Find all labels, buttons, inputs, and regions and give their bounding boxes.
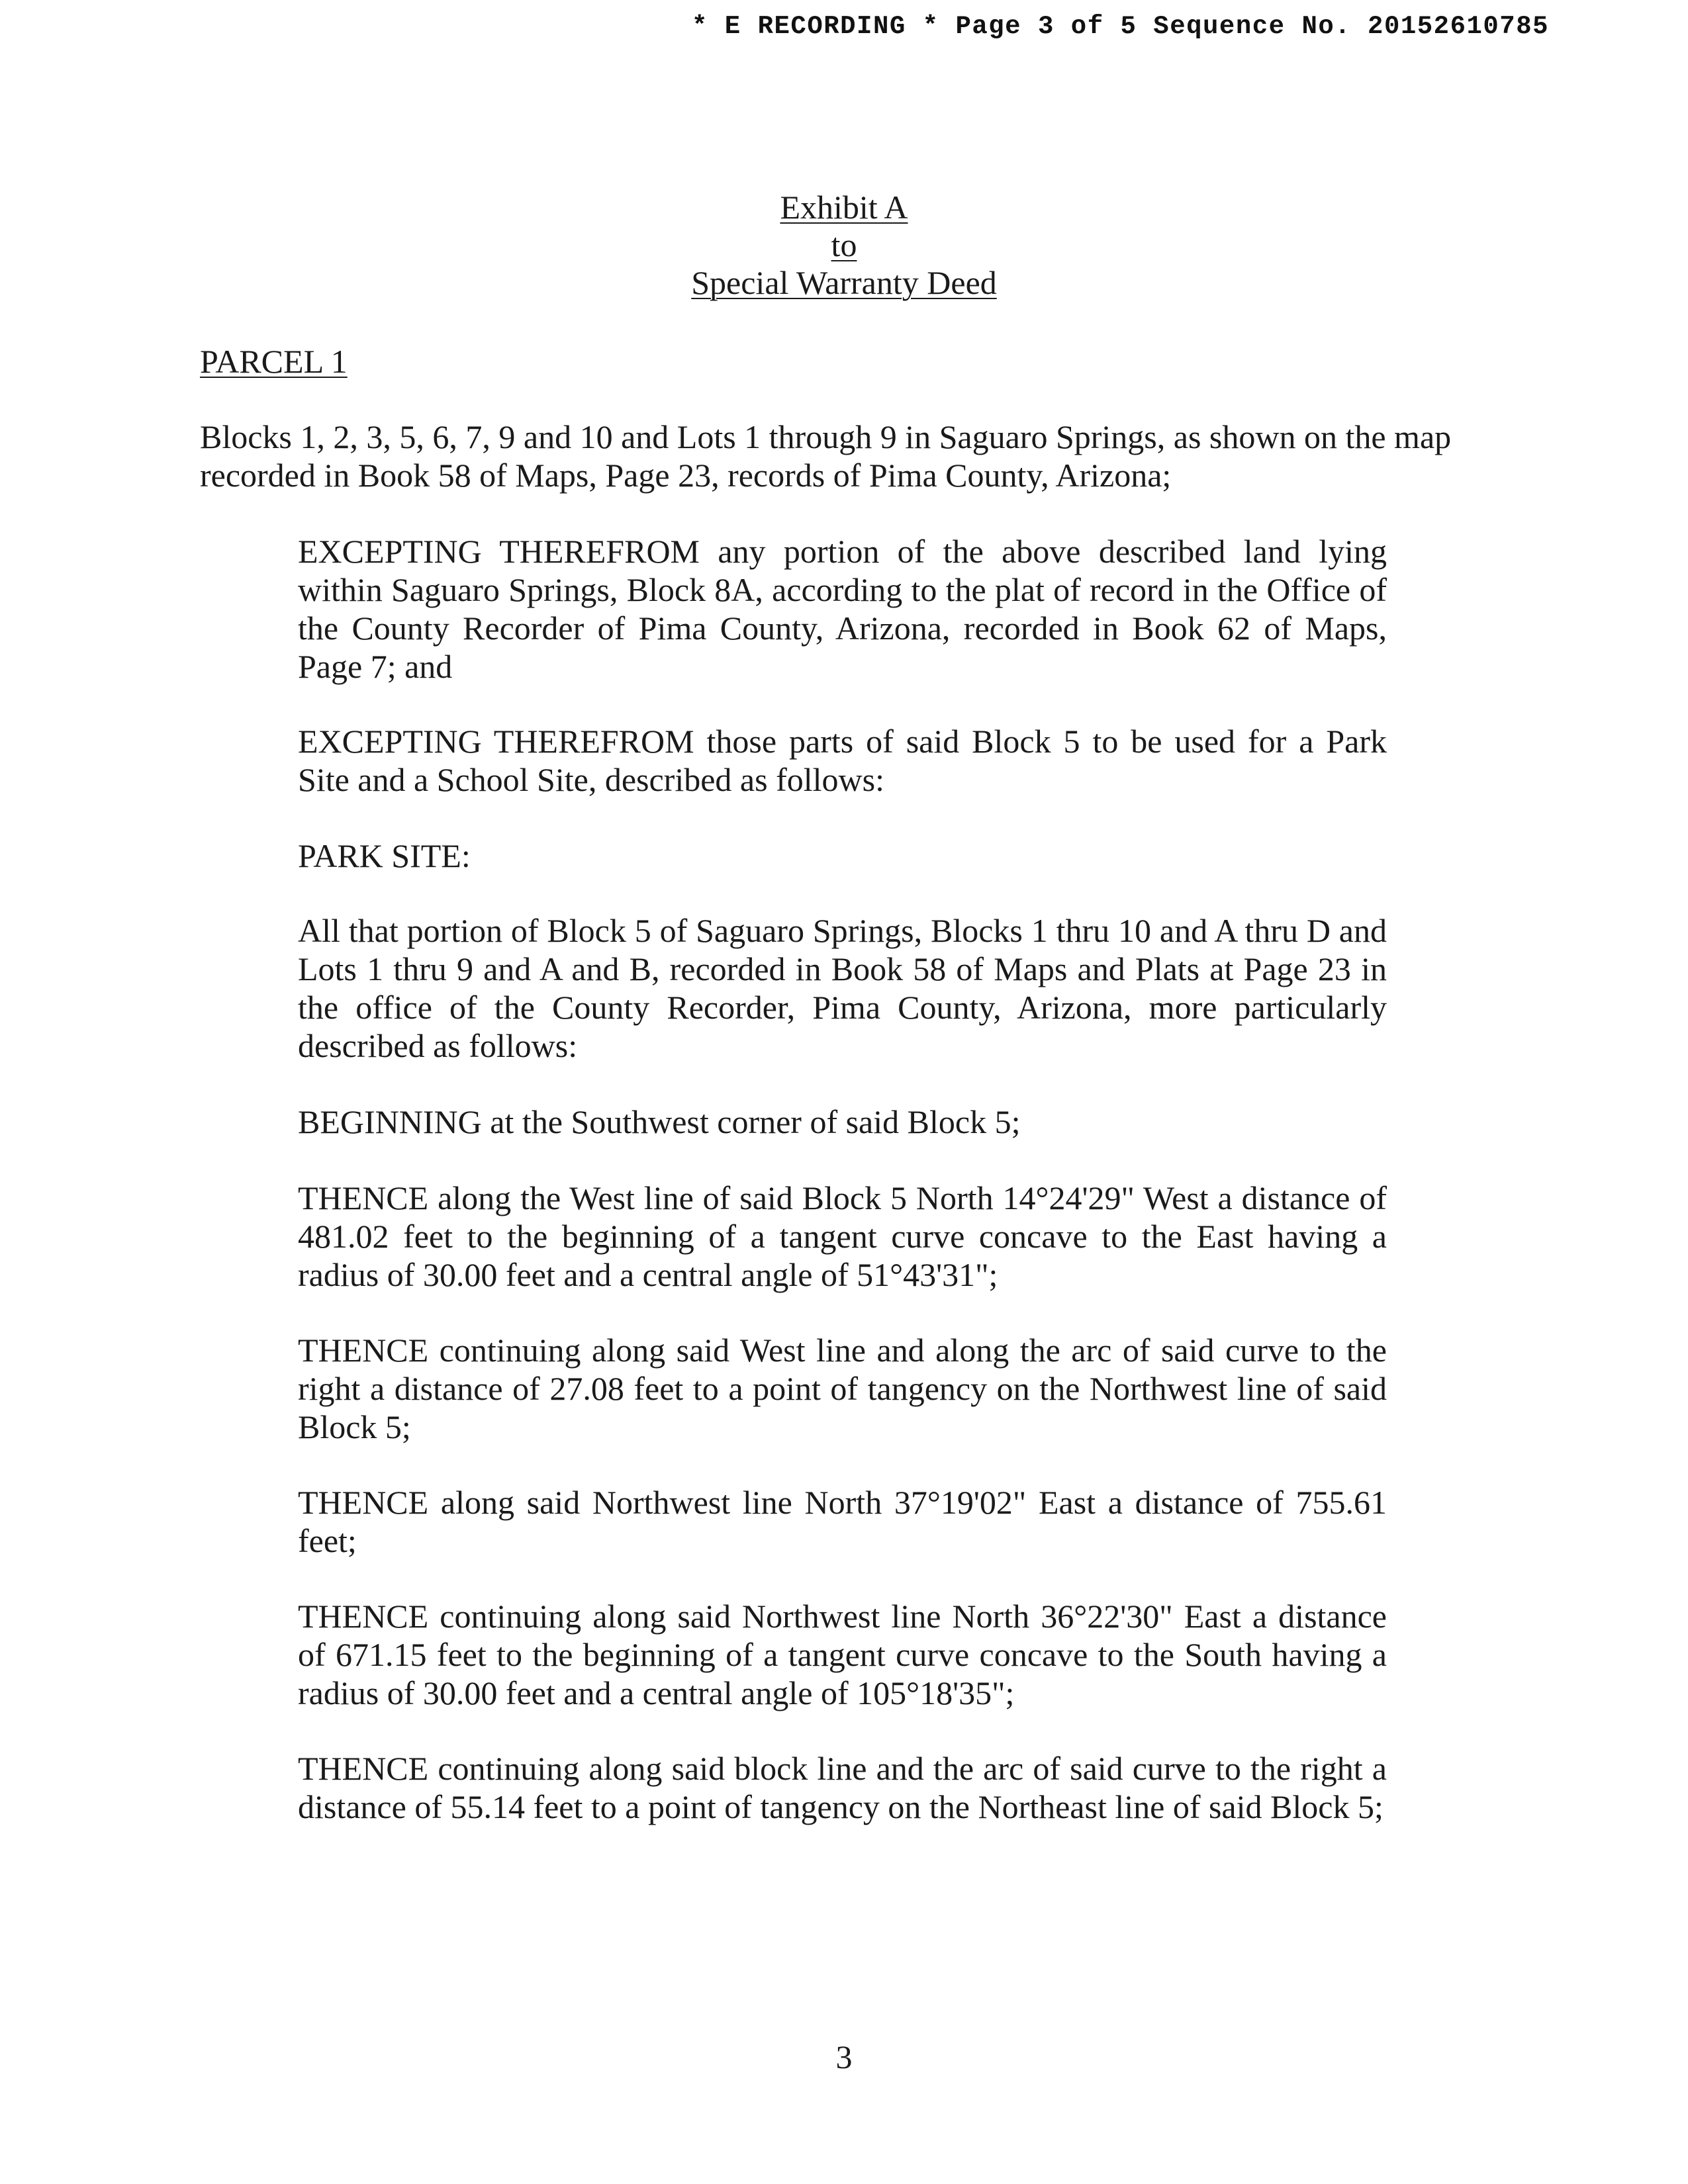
thence-paragraph-3: THENCE along said Northwest line North 37°19'02" East a distance of 755.61 feet;: [298, 1484, 1387, 1559]
exception-park-school-paragraph: EXCEPTING THEREFROM those parts of said Block 5 to be used for a Park Site and a School Site, described as follows:: [298, 723, 1387, 798]
page-number: 3: [835, 2038, 853, 2075]
exhibit-title-line-3: Special Warranty Deed: [691, 264, 997, 301]
park-site-description-paragraph: All that portion of Block 5 of Saguaro Springs, Blocks 1 thru 10 and A thru D and Lots 1 thru 9 and A and B, recorded in Book 58 of Maps and Plats at Page 23 in the office of the County Recorder, Pima County, Arizona, more particularly described as follows:: [298, 912, 1387, 1064]
thence-paragraph-2: THENCE continuing along said West line and along the arc of said curve to the right a distance of 27.08 feet to a point of tangency on the Northwest line of said Block 5;: [298, 1332, 1387, 1445]
parcel-intro-line-2: recorded in Book 58 of Maps, Page 23, records of Pima County, Arizona;: [200, 457, 1172, 494]
parcel-intro-line-1: Blocks 1, 2, 3, 5, 6, 7, 9 and 10 and Lots 1 through 9 in Saguaro Springs, as shown on the map: [200, 418, 1452, 455]
parcel-intro-paragraph: [200, 418, 1491, 494]
recording-stamp: * E RECORDING * Page 3 of 5 Sequence No. 20152610785: [692, 12, 1549, 41]
thence-paragraph-5: THENCE continuing along said block line and the arc of said curve to the right a distance of 55.14 feet to a point of tangency on the Northeast line of said Block 5;: [298, 1750, 1387, 1825]
exception-block-8a-paragraph: EXCEPTING THEREFROM any portion of the above described land lying within Saguaro Springs, Block 8A, according to the plat of record in the Office of the County Recorder of Pima County, Arizona, recorded in Book 62 of Maps, Page 7; and: [298, 533, 1387, 685]
exhibit-title-line-2: to: [831, 226, 857, 263]
beginning-paragraph: BEGINNING at the Southwest corner of said Block 5;: [298, 1103, 1021, 1140]
thence-paragraph-4: THENCE continuing along said Northwest line North 36°22'30" East a distance of 671.15 feet to the beginning of a tangent curve concave to the South having a radius of 30.00 feet and a central angle of 105°18'35";: [298, 1598, 1387, 1711]
exhibit-title-line-1: Exhibit A: [780, 189, 908, 226]
park-site-label: PARK SITE:: [298, 837, 471, 874]
thence-paragraph-1: THENCE along the West line of said Block 5 North 14°24'29" West a distance of 481.02 feet to the beginning of a tangent curve concave to the East having a radius of 30.00 feet and a central angle of 51°43'31";: [298, 1179, 1387, 1293]
exhibit-title: [0, 189, 1688, 302]
parcel-heading: PARCEL 1: [200, 343, 348, 380]
